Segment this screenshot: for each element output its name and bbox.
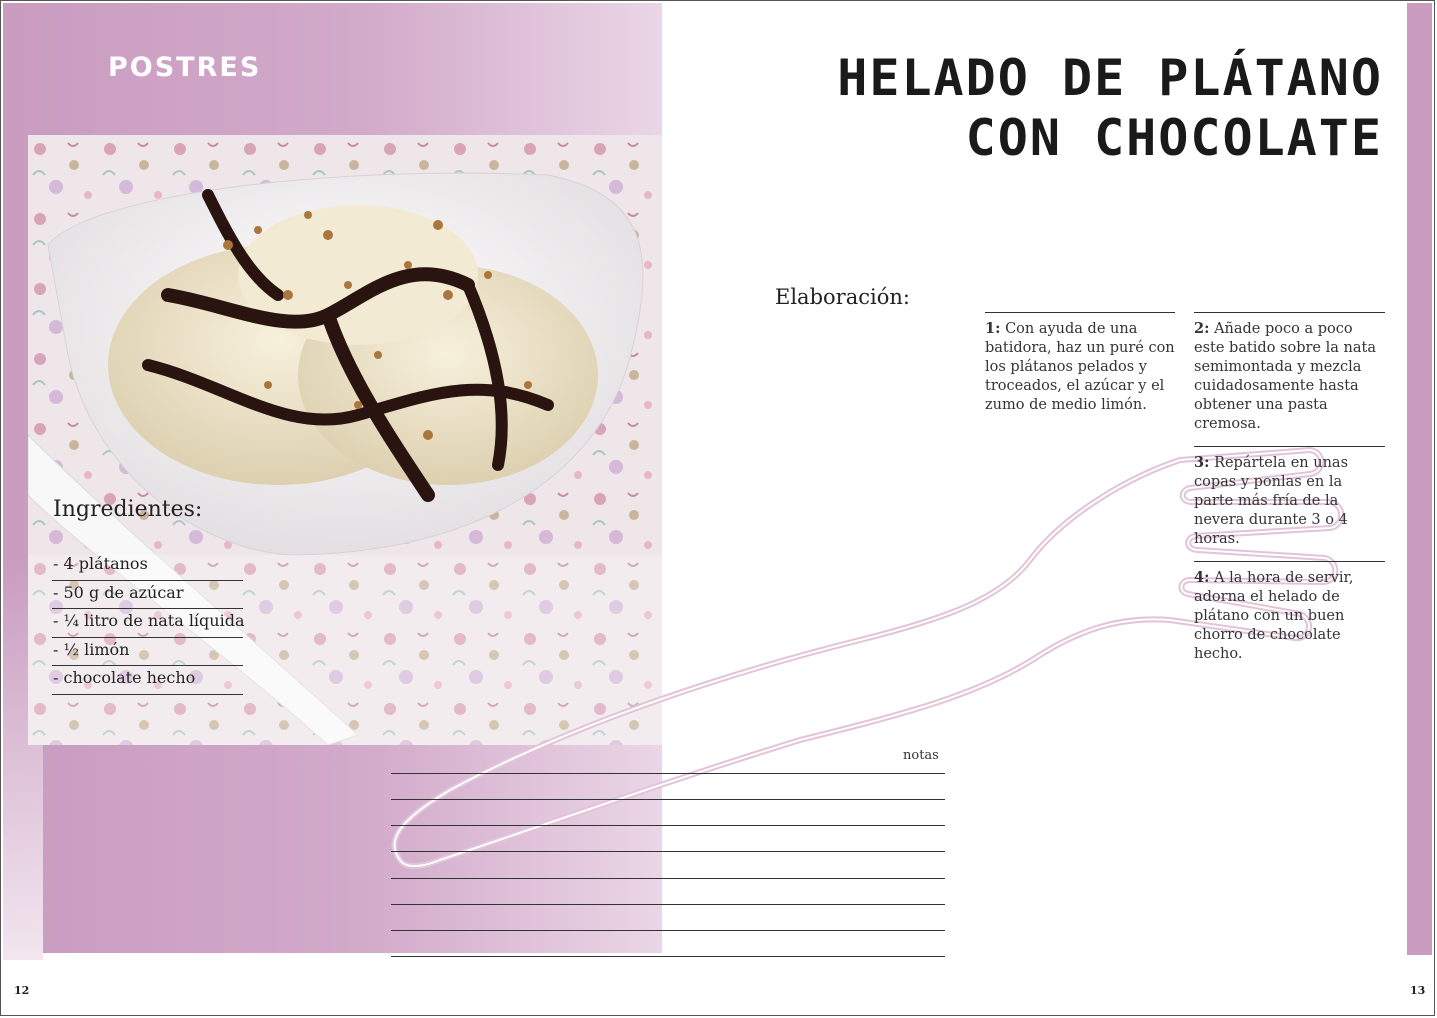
step-text: Repártela en unas copas y ponlas en la parte más fría de la nevera durante 3 o 4 horas.	[1194, 455, 1349, 547]
notes-label: notas	[903, 748, 939, 763]
ingredient-item: - chocolate hecho	[52, 666, 243, 695]
notes-line	[391, 956, 945, 957]
recipe-title	[837, 48, 1383, 168]
notes-line	[391, 878, 945, 879]
notes-line	[391, 904, 945, 905]
page-number-left: 12	[14, 984, 30, 997]
ingredient-item: - ¼ litro de nata líquida	[52, 609, 243, 638]
notes-line	[391, 930, 945, 931]
step-4	[1194, 561, 1385, 664]
notes-line	[391, 799, 945, 800]
title-line-2: CON CHOCOLATE	[965, 109, 1383, 167]
page-edge-band	[1407, 3, 1432, 955]
ingredients-list	[52, 552, 243, 695]
step-text: Con ayuda de una batidora, haz un puré con los plátanos pelados y troceados, el azúcar y el zumo de medio limón.	[985, 321, 1175, 413]
step-text: Añade poco a poco este batido sobre la nata semimontada y mezcla cuidadosamente hasta obtener una pasta cremosa.	[1194, 321, 1376, 432]
title-line-1: HELADO DE PLÁTANO	[837, 49, 1383, 107]
step-number: 3:	[1194, 454, 1210, 471]
step-number: 4:	[1194, 569, 1210, 586]
notes-line	[391, 851, 945, 852]
ingredients-heading: Ingredientes:	[53, 497, 203, 522]
step-text: A la hora de servir, adorna el helado de plátano con un buen chorro de chocolate hecho.	[1194, 570, 1354, 662]
section-label: POSTRES	[108, 52, 262, 83]
ingredient-item: - 50 g de azúcar	[52, 581, 243, 610]
notes-line	[391, 825, 945, 826]
ingredient-item: - 4 plátanos	[52, 552, 243, 581]
step-3	[1194, 446, 1385, 549]
page-number-right: 13	[1410, 984, 1426, 997]
ingredient-item: - ½ limón	[52, 638, 243, 667]
step-number: 2:	[1194, 320, 1210, 337]
step-2	[1194, 312, 1385, 434]
notes-line	[391, 773, 945, 774]
step-number: 1:	[985, 320, 1001, 337]
elaboration-heading: Elaboración:	[775, 285, 910, 309]
step-1	[985, 312, 1175, 415]
